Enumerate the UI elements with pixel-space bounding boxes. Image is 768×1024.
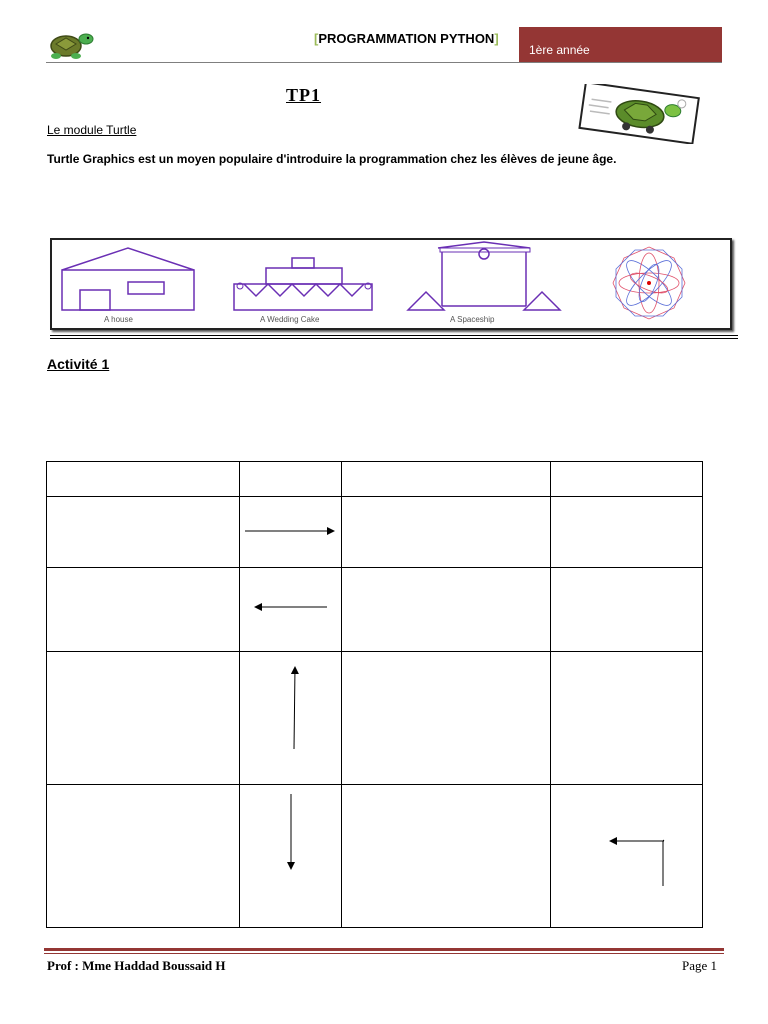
section-divider <box>50 338 738 339</box>
page-number: Page 1 <box>682 958 718 973</box>
spaceship-drawing-icon <box>404 240 564 314</box>
arrow-up-icon <box>294 667 295 749</box>
page-title: TP1 <box>286 85 322 105</box>
turtle-logo-icon <box>44 28 100 62</box>
footer-rule <box>44 948 724 951</box>
intro-paragraph: Turtle Graphics est un moyen populaire d'introduire la programmation chez les élèves de jeune âge. <box>47 152 617 166</box>
header-title: [PROGRAMMATION PYTHON] <box>314 31 499 46</box>
wedding-cake-drawing-icon <box>232 254 376 314</box>
racing-turtle-icon <box>576 84 702 144</box>
footer-author: Prof : Mme Haddad Boussaid H <box>47 958 226 973</box>
example-caption: A house <box>104 315 133 324</box>
examples-strip <box>50 238 732 330</box>
example-caption: A Wedding Cake <box>260 315 320 324</box>
example-caption: A Spaceship <box>450 315 495 324</box>
rosette-drawing-icon <box>582 244 716 322</box>
footer-rule <box>44 953 724 954</box>
corner-arrow-left-icon <box>610 840 664 886</box>
house-drawing-icon <box>60 246 200 314</box>
header-level-badge: 1ère année <box>519 27 722 63</box>
section-divider <box>50 335 738 336</box>
activity-heading: Activité 1 <box>47 356 110 372</box>
activity-table <box>46 461 704 931</box>
module-heading: Le module Turtle <box>47 123 137 137</box>
header-rule <box>46 62 722 63</box>
